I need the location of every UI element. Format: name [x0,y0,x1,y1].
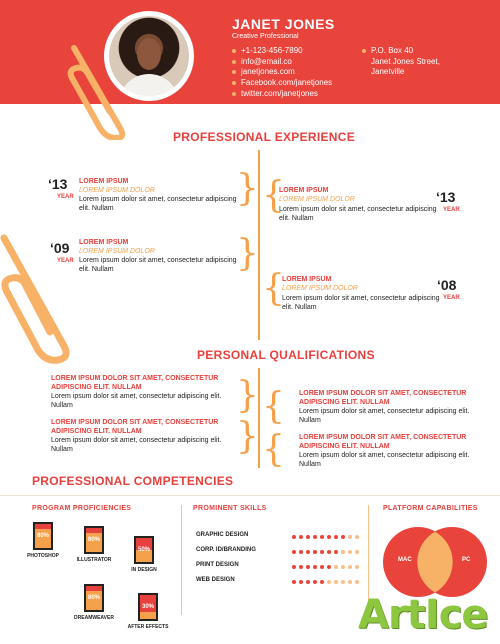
qualification-title: LOREM IPSUM DOLOR SIT AMET, CONSECTETUR ADIPISCING ELIT. NULLAM [299,390,467,406]
divider [0,495,500,496]
skill-dot-empty [334,580,338,584]
skill-dot-filled [299,550,303,554]
contact-phone: +1-123-456-7890 [232,46,332,57]
brace-left-icon: { [262,175,285,216]
qualification-title: LOREM IPSUM DOLOR SIT AMET, CONSECTETUR ADIPISCING ELIT. NULLAM [299,434,467,450]
skill-rating [292,580,362,586]
contact-email[interactable]: info@email.co [232,57,332,68]
program-name: AFTER EFFECTS [127,624,169,630]
skill-dot-empty [348,550,352,554]
skill-dot-filled [327,535,331,539]
skill-dot-empty [355,550,359,554]
contact-website[interactable]: janetjones.com [232,67,332,78]
experience-subtitle: LOREM IPSUM DOLOR [79,187,155,194]
program-meter [134,536,154,564]
experience-year-label: YEAR [57,194,74,200]
program-meter [84,526,104,554]
qualification-text: Lorem ipsum dolor sit amet, consectetur adipiscing elit. Nullam [299,408,470,424]
program-percent: 80% [87,595,100,601]
experience-year: ‘13 [48,176,68,192]
skill-dot-filled [334,535,338,539]
qualification-text: Lorem ipsum dolor sit amet, consectetur adipiscing elit. Nullam [51,393,222,409]
skill-dot-empty [348,580,352,584]
contact-facebook[interactable]: Facebook.com/janetjones [232,78,332,89]
skill-dot-filled [313,580,317,584]
experience-title: LOREM IPSUM [282,276,332,283]
skill-dot-filled [334,550,338,554]
section-title-competencies: PROFESSIONAL COMPETENCIES [32,474,234,488]
program-item [69,526,119,563]
skill-dot-empty [355,565,359,569]
skill-dot-filled [299,565,303,569]
prominent-skills-title: PROMINENT SKILLS [193,505,267,512]
qualification-title: LOREM IPSUM DOLOR SIT AMET, CONSECTETUR ADIPISCING ELIT. NULLAM [51,375,219,391]
qualification-text: Lorem ipsum dolor sit amet, consectetur adipiscing elit. Nullam [299,452,470,468]
qualification-item [299,433,489,469]
skill-dot-filled [299,580,303,584]
address-line-1: P.O. Box 40 [362,46,440,57]
experience-year-label: YEAR [57,258,74,264]
program-percent: 30% [141,604,154,610]
skill-rating [292,550,362,556]
section-title-qualifications: PERSONAL QUALIFICATIONS [197,348,375,362]
program-percent: 80% [36,533,49,539]
experience-year: ‘13 [436,189,456,205]
skill-name: GRAPHIC DESIGN [196,532,249,538]
skill-dot-filled [313,535,317,539]
experience-text: Lorem ipsum dolor sit amet, consectetur adipiscing elit. Nullam [279,206,437,222]
skill-dot-filled [306,550,310,554]
program-proficiencies-title: PROGRAM PROFICIENCIES [32,505,132,512]
venn-label-mac: MAC [398,557,412,563]
experience-subtitle: LOREM IPSUM DOLOR [282,285,358,292]
experience-subtitle: LOREM IPSUM DOLOR [79,248,155,255]
skill-dot-empty [355,535,359,539]
skill-dot-filled [313,565,317,569]
program-name: PHOTOSHOP [27,553,59,559]
experience-text: Lorem ipsum dolor sit amet, consectetur adipiscing elit. Nullam [79,257,237,273]
skill-dot-filled [292,580,296,584]
program-item [119,536,169,573]
address-block [362,46,440,78]
program-name: ILLUSTRATOR [76,557,112,563]
skill-dot-empty [327,580,331,584]
skill-dot-empty [348,565,352,569]
experience-title: LOREM IPSUM [279,187,329,194]
program-percent: 50% [137,547,150,553]
skill-dot-filled [320,550,324,554]
brace-left-icon: { [262,429,285,470]
brace-right-icon: } [236,375,259,416]
brace-right-icon: } [236,168,259,209]
skill-rating [292,565,362,571]
skill-dot-empty [355,580,359,584]
skill-dot-filled [292,550,296,554]
skill-dot-filled [327,550,331,554]
skill-dot-filled [341,535,345,539]
experience-title: LOREM IPSUM [79,239,129,246]
experience-text: Lorem ipsum dolor sit amet, consectetur adipiscing elit. Nullam [79,196,237,212]
qualification-item [51,418,241,454]
program-item [18,522,68,559]
contact-twitter[interactable]: twitter.com/janetjones [232,89,332,100]
person-role: Creative Professional [232,33,299,40]
address-line-2: Janet Jones Street, [371,56,440,66]
skill-dot-filled [292,565,296,569]
watermark-logo: ArtIce [358,592,488,638]
person-name: JANET JONES [232,16,335,32]
program-percent: 80% [87,537,100,543]
program-meter [33,522,53,550]
brace-left-icon: { [262,268,285,309]
skill-dot-empty [341,565,345,569]
address-line-3: Janetville [371,67,405,77]
program-meter [84,584,104,612]
platform-capabilities-title: PLATFORM CAPABILITIES [383,505,478,512]
skill-dot-filled [313,550,317,554]
program-item [69,584,119,621]
qualification-title: LOREM IPSUM DOLOR SIT AMET, CONSECTETUR ADIPISCING ELIT. NULLAM [51,419,219,435]
skill-name: WEB DESIGN [196,577,235,583]
skill-dot-empty [341,550,345,554]
qualification-item [299,389,489,425]
brace-left-icon: { [262,386,285,427]
venn-label-pc: PC [462,557,471,563]
qualification-item [51,374,241,410]
qualification-text: Lorem ipsum dolor sit amet, consectetur adipiscing elit. Nullam [51,437,222,453]
program-meter [138,593,158,621]
photo-face [137,38,161,70]
program-name: DREAMWEAVER [74,615,114,621]
experience-subtitle: LOREM IPSUM DOLOR [279,196,355,203]
paperclip-top-icon [62,40,132,140]
brace-right-icon: } [236,233,259,274]
program-name: IN DESIGN [131,567,157,573]
brace-right-icon: } [236,416,259,457]
skill-dot-filled [292,535,296,539]
experience-text: Lorem ipsum dolor sit amet, consectetur adipiscing elit. Nullam [282,295,440,311]
skill-dot-empty [334,565,338,569]
skill-dot-empty [348,535,352,539]
skill-dot-filled [320,565,324,569]
skill-name: CORP. ID/BRANDING [196,547,256,553]
program-item [123,593,173,630]
skill-dot-filled [306,580,310,584]
experience-year: ‘09 [50,240,70,256]
skill-dot-filled [306,535,310,539]
skill-dot-filled [320,580,324,584]
program-meter-fill [140,612,156,619]
skill-dot-filled [327,565,331,569]
skill-dot-empty [341,580,345,584]
experience-year: ‘08 [437,277,457,293]
experience-title: LOREM IPSUM [79,178,129,185]
experience-year-label: YEAR [443,295,460,301]
skill-dot-filled [306,565,310,569]
skill-name: PRINT DESIGN [196,562,239,568]
section-title-experience: PROFESSIONAL EXPERIENCE [173,130,356,144]
contact-list [232,46,332,100]
experience-year-label: YEAR [443,207,460,213]
skill-dot-filled [320,535,324,539]
platform-venn-diagram [380,525,490,600]
skill-rating [292,535,362,541]
skill-dot-filled [299,535,303,539]
column-divider [181,505,182,615]
